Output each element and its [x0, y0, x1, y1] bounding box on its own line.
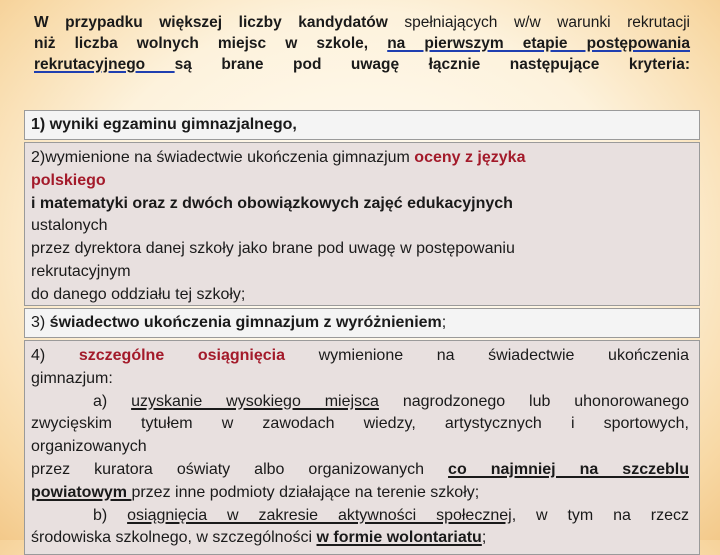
criterion-text: ustalonych: [31, 217, 108, 235]
intro-line-1: [34, 12, 690, 33]
intro-line-3: [34, 54, 690, 75]
criterion-highlight: oceny z języka: [414, 149, 526, 166]
criterion-highlight: szczególne osiągnięcia: [78, 347, 285, 364]
criterion-text: rekrutacyjnym: [31, 262, 131, 280]
criterion-4-line-6: [31, 459, 689, 482]
criterion-1-text: 1) wyniki egzaminu gimnazjalnego,: [31, 116, 297, 133]
criterion-text: ;: [441, 314, 447, 331]
criterion-underlined: powiatowym: [31, 483, 132, 501]
criterion-text: a): [93, 392, 132, 410]
criterion-text: 4): [31, 347, 79, 364]
criterion-text: b): [93, 506, 128, 524]
criterion-4-line-8: [31, 505, 689, 528]
criterion-highlight: polskiego: [31, 171, 106, 189]
criterion-underlined: uzyskanie wysokiego miejsca: [131, 392, 379, 410]
criterion-text: przez kuratora oświaty albo organizowanych: [31, 460, 449, 478]
criterion-underlined: osiągnięcia w zakresie aktywności społecznej: [127, 506, 512, 524]
intro-underlined-text: rekrutacyjnego: [34, 56, 175, 73]
intro-text: spełniających w/w warunki rekrutacji: [387, 14, 690, 31]
criterion-text: wymienione na świadectwie ukończenia: [285, 347, 690, 364]
criterion-text: przez inne podmioty działające na terenie szkoły;: [131, 483, 480, 501]
criterion-text: 2)wymienione na świadectwie ukończenia gimnazjum: [31, 149, 415, 166]
criterion-bold-text: i matematyki oraz z dwóch obowiązkowych zajęć edukacyjnych: [31, 194, 513, 212]
criterion-text: gimnazjum:: [31, 369, 113, 387]
criterion-4-line-7: [31, 482, 689, 505]
criterion-text: 3): [31, 314, 50, 331]
criterion-text: ;: [481, 529, 487, 547]
criterion-text: przez dyrektora danej szkoły jako brane pod uwagę w postępowaniu: [31, 240, 515, 258]
criterion-underlined: co najmniej na szczeblu: [448, 460, 689, 478]
criterion-2: [24, 142, 700, 306]
criterion-1: [24, 110, 700, 140]
criterion-4-line-1: [31, 345, 689, 368]
criterion-text: środowiska szkolnego, w szczególności: [31, 529, 317, 547]
criterion-text: zwycięskim tytułem w zawodach wiedzy, artystycznych i sportowych,: [31, 415, 689, 433]
criterion-text: nagrodzonego lub uhonorowanego: [378, 392, 690, 410]
intro-underlined-text: na pierwszym etapie postępowania: [387, 35, 690, 52]
criterion-4-line-3: [31, 391, 689, 414]
criterion-text: organizowanych: [31, 438, 147, 456]
criterion-text: do danego oddziału tej szkoły;: [31, 285, 246, 303]
criterion-3: [24, 308, 700, 338]
intro-text: są brane pod uwagę łącznie następujące kryteria:: [174, 56, 691, 73]
criterion-bold-text: świadectwo ukończenia gimnazjum z wyróżnieniem: [49, 314, 442, 331]
criterion-4: [24, 340, 700, 555]
intro-text: W przypadku większej liczby kandydatów: [34, 14, 388, 31]
intro-text: niż liczba wolnych miejsc w szkole,: [34, 35, 388, 52]
criterion-underlined: w formie wolontariatu: [316, 529, 482, 547]
criterion-4-line-9: [31, 527, 689, 550]
criterion-text: , w tym na rzecz: [511, 506, 690, 524]
intro-paragraph: [34, 12, 690, 75]
intro-line-2: [34, 33, 690, 54]
criterion-2-line: [31, 147, 693, 170]
